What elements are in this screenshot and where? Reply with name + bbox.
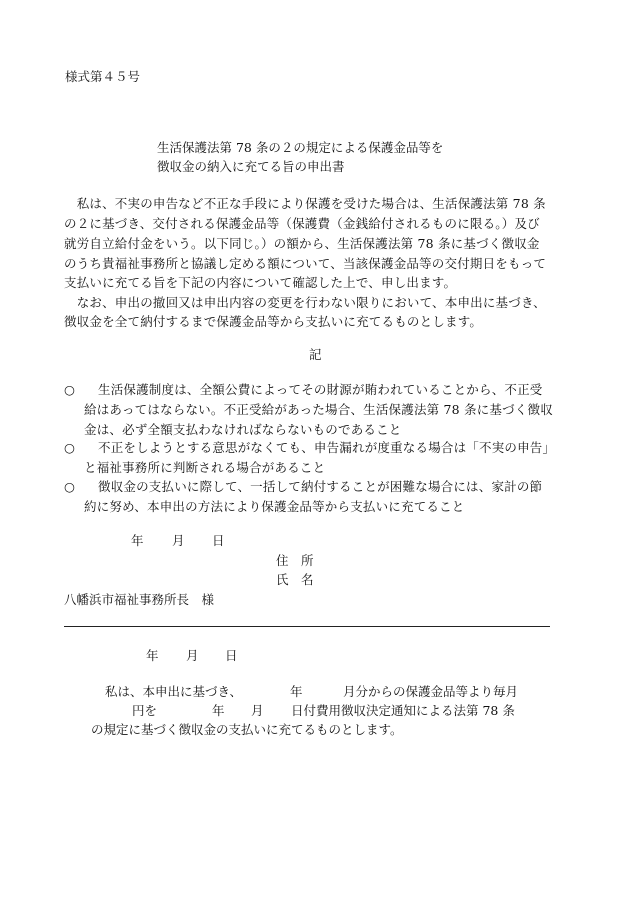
month-label: 月 xyxy=(186,648,199,663)
item-line: 徴収金の支払いに際して、一括して納付することが困難な場合には、家計の節 xyxy=(98,479,543,494)
day-label: 日 xyxy=(212,533,225,548)
item-line: 給はあってはならない。不正受給があった場合、生活保護法第 78 条に基づく徴収 xyxy=(84,402,553,417)
decision-amount: 円を xyxy=(132,703,158,718)
decision-year: 年 xyxy=(290,684,303,699)
item-line: 不正をしようとする意思がなくても、申告漏れが度重なる場合は「不実の申告」 xyxy=(98,440,556,455)
year-label: 年 xyxy=(131,533,144,548)
separator-rule xyxy=(64,626,550,627)
decision-text: 私は、本申出に基づき、 xyxy=(105,684,243,699)
item-line: 生活保護制度は、全額公費によってその財源が賄われていることから、不正受 xyxy=(98,382,543,397)
circle-bullet-icon: ○ xyxy=(64,479,75,494)
decision-year: 年 xyxy=(212,703,225,718)
form-number: 様式第４５号 xyxy=(65,69,141,84)
intro-line: のうち貴福祉事務所と協議し定める額について、当該保護金品等の交付期日をもって xyxy=(64,256,547,271)
intro-line: なお、申出の撤回又は申出内容の変更を行わない限りにおいて、本申出に基づき、 xyxy=(64,295,546,310)
decision-month: 月 xyxy=(251,703,264,718)
decision-text: の規定に基づく徴収金の支払いに充てるものとします。 xyxy=(91,722,403,737)
address-label: 住 所 xyxy=(276,553,314,568)
circle-bullet-icon: ○ xyxy=(64,440,75,455)
title-line-1: 生活保護法第 78 条の２の規定による保護金品等を xyxy=(157,140,444,155)
name-label: 氏 名 xyxy=(276,572,314,587)
item-line: と福祉事務所に判断される場合があること xyxy=(84,460,326,475)
intro-line: の２に基づき、交付される保護金品等（保護費（金銭給付されるものに限る。）及び xyxy=(64,216,540,231)
intro-line: 徴収金を全て納付するまで保護金品等から支払いに充てるものとします。 xyxy=(64,314,483,329)
item-line: 約に努め、本申出の方法により保護金品等から支払いに充てること xyxy=(84,499,465,514)
intro-line: 就労自立給付金をいう。以下同じ。）の額から、生活保護法第 78 条に基づく徴収金 xyxy=(64,236,540,251)
circle-bullet-icon: ○ xyxy=(64,382,75,397)
title-line-2: 徴収金の納入に充てる旨の申出書 xyxy=(157,159,345,174)
ki-heading: 記 xyxy=(309,347,322,362)
addressee: 八幡浜市福祉事務所長 様 xyxy=(64,592,215,607)
year-label: 年 xyxy=(146,648,159,663)
item-line: 金は、必ず全額支払わなければならないものであること xyxy=(84,422,402,437)
decision-text: 月分からの保護金品等より毎月 xyxy=(343,684,519,699)
intro-line: 私は、不実の申告など不正な手段により保護を受けた場合は、生活保護法第 78 条 xyxy=(64,196,546,211)
day-label: 日 xyxy=(225,648,238,663)
intro-line: 支払いに充てる旨を下記の内容について確認した上で、申し出ます。 xyxy=(64,275,457,290)
month-label: 月 xyxy=(172,533,185,548)
decision-text: 日付費用徴収決定通知による法第 78 条 xyxy=(291,703,515,718)
